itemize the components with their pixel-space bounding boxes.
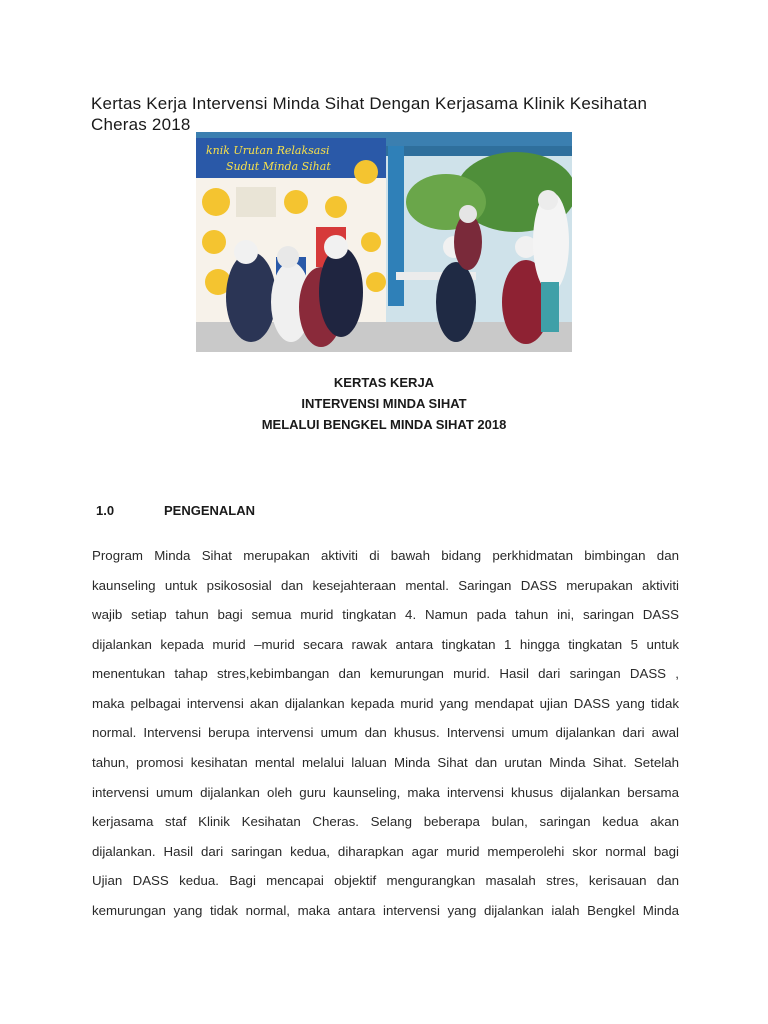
paragraph-line-12: Ujian DASS kedua. Bagi mencapai objektif mengurangkan masalah stres, kerisauan dan <box>92 873 679 888</box>
paragraph-line-13: kemurungan yang tidak normal, maka antara intervensi yang dijalankan ialah Bengkel Minda <box>92 903 679 918</box>
paragraph-line-7: normal. Intervensi berupa intervensi umum dan khusus. Intervensi umum dijalankan dari awal <box>92 725 679 740</box>
heading-line-1: KERTAS KERJA <box>333 375 435 390</box>
paragraph-line-6: maka pelbagai intervensi akan dijalankan kepada murid yang mendapat ujian DASS yang tidak <box>92 696 679 711</box>
heading-line-2: INTERVENSI MINDA SIHAT <box>301 396 467 411</box>
heading-line-3: MELALUI BENGKEL MINDA SIHAT 2018 <box>261 417 507 432</box>
paragraph-line-5: menentukan tahap stres,kebimbangan dan kemurungan murid. Hasil dari saringan DASS , <box>92 666 679 681</box>
paragraph-line-1: Program Minda Sihat merupakan aktiviti di bawah bidang perkhidmatan bimbingan dan <box>92 548 679 563</box>
paragraph-line-9: intervensi umum dijalankan oleh guru kaunseling, maka intervensi khusus dijalankan bersama <box>92 785 679 800</box>
photo-illustration <box>196 132 572 352</box>
paragraph-line-2: kaunseling untuk psikososial dan kesejahteraan mental. Saringan DASS merupakan aktiviti <box>92 578 679 593</box>
paragraph-line-11: dijalankan. Hasil dari saringan kedua, diharapkan agar murid memperolehi skor normal bagi <box>92 844 679 859</box>
section-title: PENGENALAN <box>164 503 256 518</box>
paragraph-line-3: wajib setiap tahun bagi semua murid tingkatan 4. Namun pada tahun ini, saringan DASS <box>92 607 679 622</box>
paragraph-line-10: kerjasama staf Klinik Kesihatan Cheras. Selang beberapa bulan, saringan kedua akan <box>92 814 679 829</box>
event-photo <box>196 132 572 352</box>
poster-banner-line1: knik Urutan Relaksasi <box>206 144 330 157</box>
document-title: Kertas Kerja Intervensi Minda Sihat Dengan Kerjasama Klinik Kesihatan Cheras 2018 <box>91 94 648 134</box>
poster-banner-line2: Sudut Minda Sihat <box>226 160 331 173</box>
paragraph-line-4: dijalankan kepada murid –murid secara rawak antara tingkatan 1 hingga tingkatan 5 untuk <box>92 637 679 652</box>
section-number: 1.0 <box>96 503 115 518</box>
paragraph-line-8: tahun, promosi kesihatan mental melalui laluan Minda Sihat dan urutan Minda Sihat. Setelah <box>92 755 679 770</box>
